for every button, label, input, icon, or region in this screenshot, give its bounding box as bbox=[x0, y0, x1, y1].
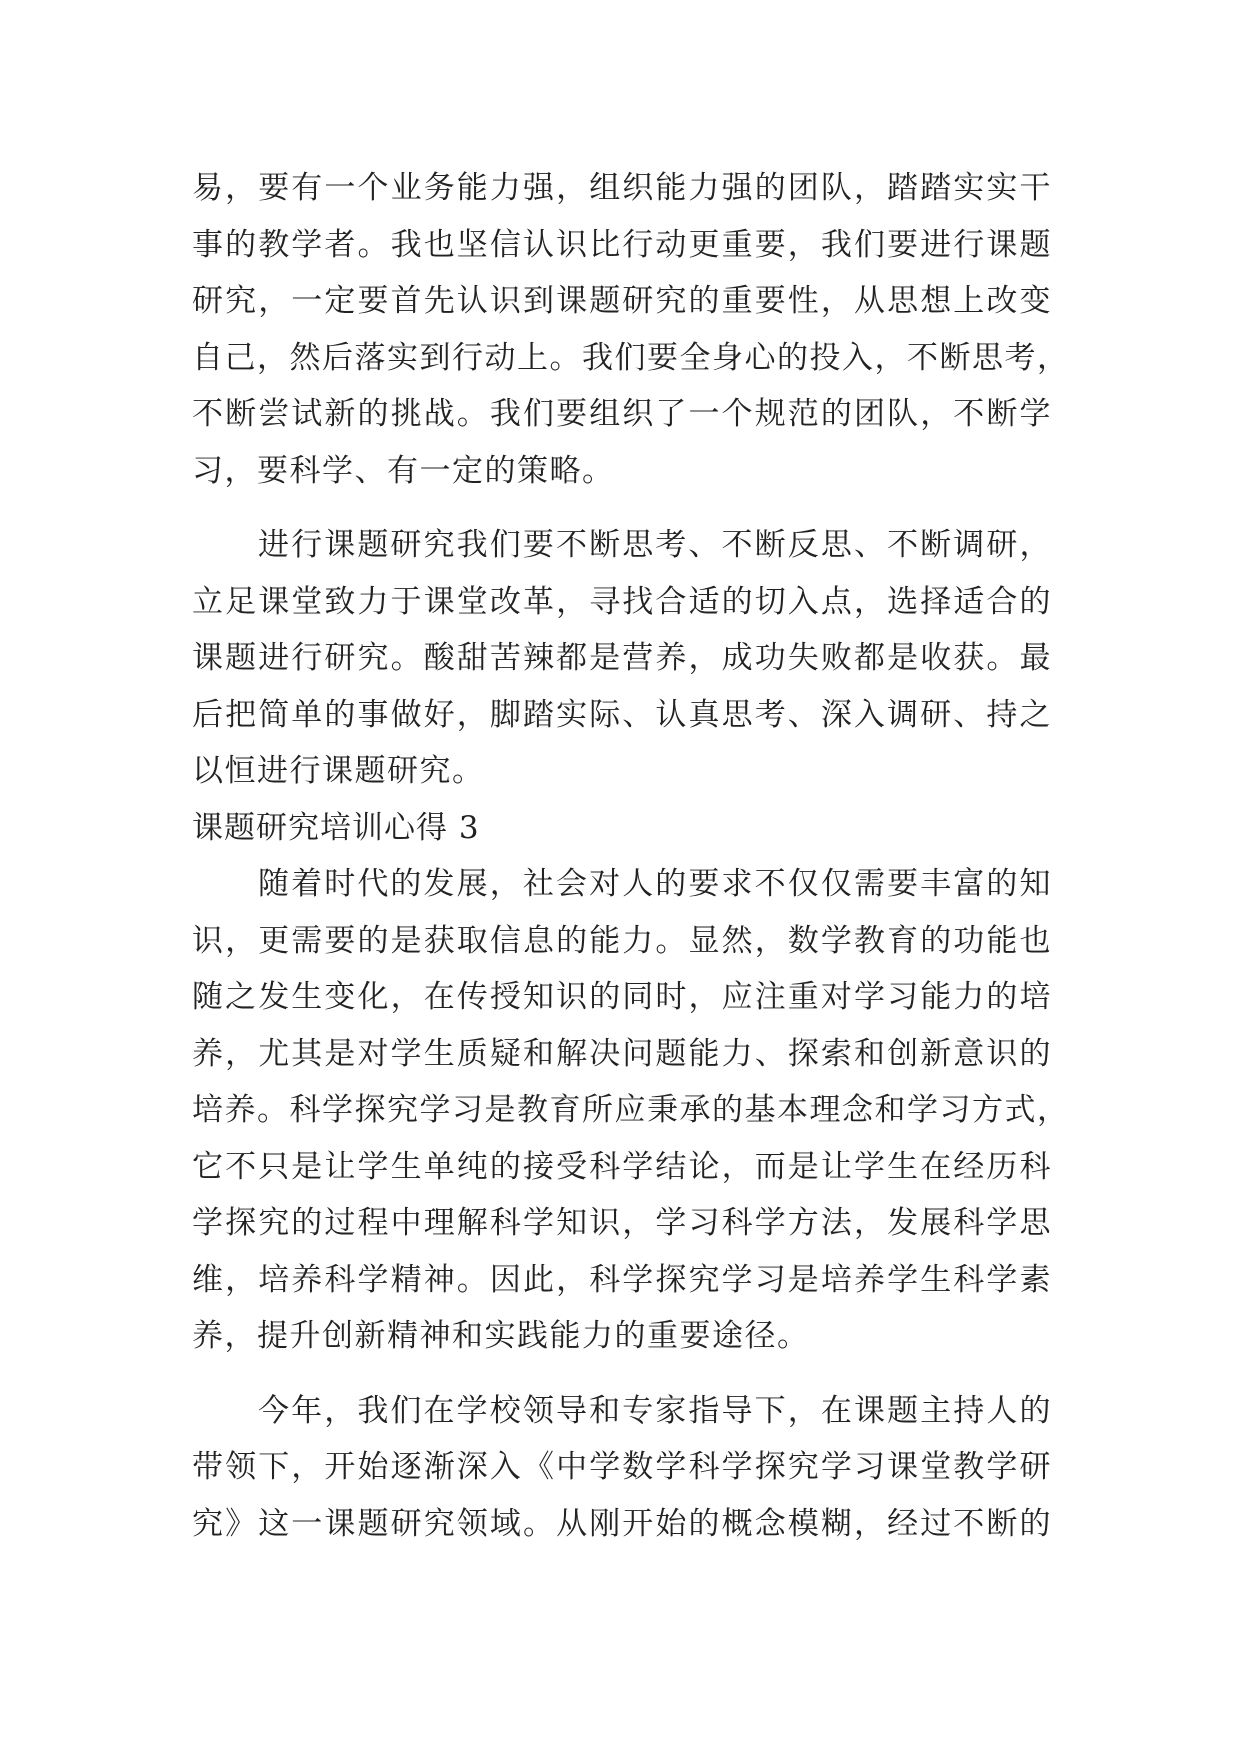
text-line: 识，更需要的是获取信息的能力。显然，数学教育的功能也 bbox=[192, 922, 1052, 959]
text-line: 今年，我们在学校领导和专家指导下，在课题主持人的 bbox=[258, 1392, 1052, 1429]
text-line: 习，要科学、有一定的策略。 bbox=[192, 452, 615, 489]
text-line: 究》这一课题研究领域。从刚开始的概念模糊，经过不断的 bbox=[192, 1505, 1052, 1542]
text-line: 随之发生变化，在传授知识的同时，应注重对学习能力的培 bbox=[192, 979, 1052, 1015]
text-line: 它不只是让学生单纯的接受科学结论，而是让学生在经历科 bbox=[192, 1148, 1052, 1185]
text-line: 维，培养科学精神。因此，科学探究学习是培养学生科学素 bbox=[192, 1261, 1052, 1298]
paragraph-1 bbox=[192, 160, 1070, 499]
text-line: 立足课堂致力于课堂改革，寻找合适的切入点，选择适合的 bbox=[192, 583, 1052, 620]
text-line: 学探究的过程中理解科学知识，学习科学方法，发展科学思 bbox=[192, 1205, 1052, 1241]
text-line: 易，要有一个业务能力强，组织能力强的团队，踏踏实实干 bbox=[192, 170, 1052, 206]
text-line: 课题进行研究。酸甜苦辣都是营养，成功失败都是收获。最 bbox=[192, 640, 1052, 676]
text-line: 养，提升创新精神和实践能力的重要途径。 bbox=[192, 1318, 810, 1354]
text-line: 随着时代的发展，社会对人的要求不仅仅需要丰富的知 bbox=[258, 866, 1052, 902]
document-page bbox=[192, 160, 1070, 1552]
text-line: 以恒进行课题研究。 bbox=[192, 753, 485, 789]
paragraph-3 bbox=[192, 856, 1070, 1365]
paragraph-gap bbox=[192, 1365, 1052, 1383]
text-line: 培养。科学探究学习是教育所应秉承的基本理念和学习方式， bbox=[192, 1092, 1070, 1128]
paragraph-4 bbox=[192, 1383, 1052, 1553]
text-line: 带领下，开始逐渐深入《中学数学科学探究学习课堂教学研 bbox=[192, 1449, 1052, 1485]
text-line: 研究，一定要首先认识到课题研究的重要性，从思想上改变 bbox=[192, 283, 1052, 319]
text-line: 事的教学者。我也坚信认识比行动更重要，我们要进行课题 bbox=[192, 226, 1052, 263]
text-line: 后把简单的事做好，脚踏实际、认真思考、深入调研、持之 bbox=[192, 696, 1052, 733]
section-heading: 课题研究培训心得 3 bbox=[192, 809, 480, 846]
paragraph-gap bbox=[192, 499, 1052, 517]
text-line: 自己，然后落实到行动上。我们要全身心的投入，不断思考， bbox=[192, 339, 1070, 376]
text-line: 养，尤其是对学生质疑和解决问题能力、探索和创新意识的 bbox=[192, 1035, 1052, 1072]
paragraph-2 bbox=[192, 517, 1052, 800]
text-line: 不断尝试新的挑战。我们要组织了一个规范的团队，不断学 bbox=[192, 396, 1052, 432]
text-line: 进行课题研究我们要不断思考、不断反思、不断调研， bbox=[258, 527, 1052, 563]
